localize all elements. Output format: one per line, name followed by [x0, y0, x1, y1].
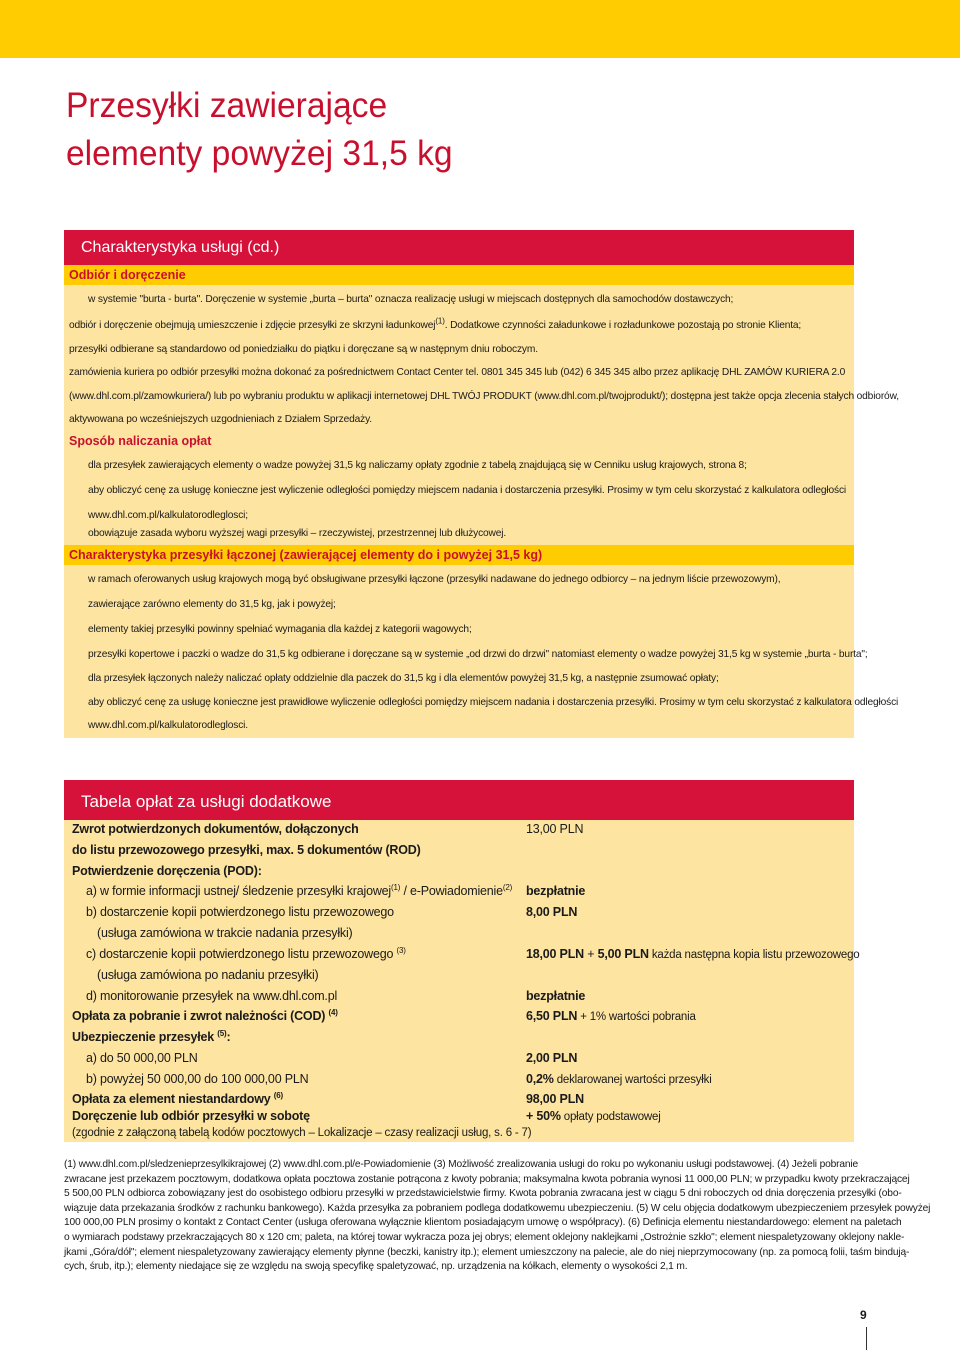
footnote-line: o wymiarach podstawy przekraczających 80 x 120 cm; paleta, na której towar wykracza poza jej obrys; element oklejony naklejkami „Ostrożnie szkło"; element niespaletyzowany oklejony nakle- [64, 1231, 905, 1243]
combined-line-7: www.dhl.com.pl/kalkulatorodleglosci. [88, 720, 248, 731]
footnote-line: jkami „Góra/dół"; element niespaletyzowany zawierający elementy płynne (beczki, kanistry itp.); element umieszczony na palecie, ale do niej nieprzymocowany (np. za pomocą folii, taśm bindują- [64, 1246, 910, 1258]
section-header: Charakterystyka usługi (cd.) [64, 230, 854, 265]
combined-line-1: w ramach oferowanych usług krajowych mogą być obsługiwane przesyłki łączone (przesyłki nadawane do jednego odbiorcy – na jednym liście przewozowym), [88, 574, 781, 585]
fee-row-label: Doręczenie lub odbiór przesyłki w sobotę [72, 1109, 310, 1123]
fee-row-label: do listu przewozowego przesyłki, max. 5 dokumentów (ROD) [72, 843, 421, 857]
footnote-line: zwracane jest przekazem pocztowym, dodatkowa opłata pocztowa zostanie potrącona z kwoty pobrania; maksymalna kwota pobrania wynosi 11 000,00 PLN; w przypadku kwoty przekraczającej [64, 1173, 910, 1185]
fee-row-value: 6,50 PLN + 1% wartości pobrania [526, 1009, 696, 1023]
page-number-rule [866, 1327, 867, 1350]
fee-row-label: Potwierdzenie doręczenia (POD): [72, 864, 262, 878]
additional-services-fee-table [64, 780, 860, 1142]
fee-row-value: 2,00 PLN [526, 1051, 578, 1065]
fee-row-label: d) monitorowanie przesyłek na www.dhl.com.pl [86, 989, 338, 1003]
pricing-line-2: aby obliczyć cenę za usługę konieczne jest wyliczenie odległości pomiędzy miejscem nadania i dostarczenia przesyłki. Prosimy w tym celu skorzystać z kalkulatora odległości [88, 485, 846, 496]
fee-row-label: b) dostarczenie kopii potwierdzonego listu przewozowego [86, 905, 394, 919]
fee-row-label: b) powyżej 50 000,00 do 100 000,00 PLN [86, 1072, 309, 1086]
fee-row-value: 18,00 PLN + 5,00 PLN każda następna kopia listu przewozowego [526, 947, 860, 961]
pricing-line-1: dla przesyłek zawierających elementy o wadze powyżej 31,5 kg naliczamy opłaty zgodnie z tabelą znajdującą się w Cenniku usług krajowych, strona 8; [88, 460, 747, 471]
fee-row-value: 8,00 PLN [526, 905, 578, 919]
fee-row-label: (usługa zamówiona po nadaniu przesyłki) [97, 968, 319, 982]
page-title [66, 82, 738, 178]
combined-line-2: zawierające zarówno elementy do 31,5 kg, jak i powyżej; [88, 599, 336, 610]
section-header: Tabela opłat za usługi dodatkowe [64, 780, 854, 820]
fee-row-value: 13,00 PLN [526, 822, 584, 836]
footnote-line: 5 500,00 PLN odbiorca zobowiązany jest do osobistego odbioru przesyłki w przedstawicielstwie firmy. Kwota pobrania zwracana jest w ciągu 5 dni roboczych od dnia doręczenia przesyłki (obo- [64, 1188, 902, 1200]
pickup-line-6: aktywowana po wcześniejszych uzgodnieniach z Działem Sprzedaży. [69, 414, 372, 425]
pickup-line-3: przesyłki odbierane są standardowo od poniedziałku do piątku i doręczane są w następnym dniu roboczym. [69, 344, 538, 355]
fee-row-label: (usługa zamówiona w trakcie nadania przesyłki) [97, 926, 353, 940]
fee-row-label: Opłata za pobranie i zwrot należności (COD) $^{(4)}$ [72, 1007, 338, 1023]
page-title-line-1: Przesyłki zawierające [66, 86, 388, 125]
subheader-combined: Charakterystyka przesyłki łączonej (zawierającej elementy do i powyżej 31,5 kg) [64, 545, 854, 565]
fee-row-value: bezpłatnie [526, 884, 586, 898]
fee-row-label: Ubezpieczenie przesyłek $^{(5)}$: [72, 1028, 231, 1044]
service-characteristics-panel [64, 230, 899, 738]
pickup-line-2: odbiór i doręczenie obejmują umieszczenie i zdjęcie przesyłki ze skrzyni ładunkowej$^{(1)}$. Dodatkowe czynności załadunkowe i rozładunkowe pozostają po stronie Klienta; [69, 316, 802, 331]
fee-row-value: + 50% opłaty podstawowej [526, 1109, 661, 1123]
fee-row-value: 98,00 PLN [526, 1092, 584, 1106]
page-number: 9 [860, 1308, 867, 1322]
page-title-line-2: elementy powyżej 31,5 kg [66, 134, 453, 173]
footnote-line: wiązuje data przekazania środków z rachunku bankowego). Każda przesyłka za pobraniem podlega dodatkowemu ubezpieczeniu. (5) W celu objęcia dodatkowym ubezpieczeniem przesyłek powyżej [64, 1202, 931, 1214]
fee-row-value: 0,2% deklarowanej wartości przesyłki [526, 1072, 712, 1086]
fee-row-label: a) do 50 000,00 PLN [86, 1051, 198, 1065]
pickup-line-1: w systemie "burta - burta". Doręczenie w systemie „burta – burta" oznacza realizację usługi w miejscach dostępnych dla samochodów dostawczych; [88, 294, 734, 305]
footnote-line: 100 000,00 PLN prosimy o kontakt z Contact Center (usługa oferowana wyłącznie klientom posiadającym umowę o współpracy). (6) Definicja elementu niestandardowego: element na paletach [64, 1217, 902, 1229]
fee-row-label: a) w formie informacji ustnej/ śledzenie przesyłki krajowej$^{(1)}$ / e-Powiadomienie$^{(2)}$ [86, 882, 513, 898]
footnote-line: cych, śrub, itp.); elementy niedające się ze względu na swoją specyfikę spaletyzować, np. urządzenia na kółkach, elementy o wysokości 2,1 m. [64, 1261, 688, 1273]
top-yellow-band [0, 0, 960, 58]
pickup-line-4: zamówienia kuriera po odbiór przesyłki można dokonać za pośrednictwem Contact Center tel. 0801 345 345 lub (042) 6 345 345 albo przez aplikację DHL ZAMÓW KURIERA 2.0 [69, 367, 846, 378]
pickup-line-5: (www.dhl.com.pl/zamowkuriera/) lub po wybraniu produktu w aplikacji internetowej DHL TWÓJ PRODUKT (www.dhl.com.pl/twojprodukt/); dostępna jest także opcja zlecenia stałych odbiorów, [69, 391, 899, 402]
combined-line-4: przesyłki kopertowe i paczki o wadze do 31,5 kg odbierane i doręczane są w systemie „od drzwi do drzwi" natomiast elementy o wadze powyżej 31,5 kg w systemie „burta - burta"; [88, 649, 868, 660]
combined-line-5: dla przesyłek łączonych należy naliczać opłaty oddzielnie dla paczek do 31,5 kg i dla elementów powyżej 31,5 kg, a następnie zsumować opłaty; [88, 673, 719, 684]
fee-row-label: (zgodnie z załączoną tabelą kodów pocztowych – Lokalizacje – czasy realizacji usług, s. 6 - 7) [72, 1127, 532, 1139]
subheader-pricing: Sposób naliczania opłat [69, 434, 212, 448]
footnote-line: (1) www.dhl.com.pl/sledzenieprzesylkikrajowej (2) www.dhl.com.pl/e-Powiadomienie (3) Możliwość zrealizowania usługi do roku po wykonaniu usługi podstawowej. (4) Jeżeli pobranie [64, 1159, 859, 1170]
combined-line-3: elementy takiej przesyłki powinny spełniać wymagania dla każdej z kategorii wagowych; [88, 624, 472, 635]
subheader-pickup: Odbiór i doręczenie [64, 265, 854, 285]
footnotes [64, 1158, 931, 1275]
fee-row-label: c) dostarczenie kopii potwierdzonego listu przewozowego $^{(3)}$ [86, 945, 406, 961]
fee-row-label: Opłata za element niestandardowy $^{(6)}$ [72, 1090, 283, 1106]
fee-row-label: Zwrot potwierdzonych dokumentów, dołączonych [72, 822, 359, 836]
pricing-line-3: www.dhl.com.pl/kalkulatorodleglosci; [88, 510, 248, 521]
combined-line-6: aby obliczyć cenę za usługę konieczne jest prawidłowe wyliczenie odległości pomiędzy miejscem nadania i dostarczenia przesyłki. Prosimy w tym celu skorzystać z kalkulatora odległości [88, 697, 899, 708]
pricing-line-4: obowiązuje zasada wyboru wyższej wagi przesyłki – rzeczywistej, przestrzennej lub dłużycowej. [88, 528, 507, 539]
fee-row-value: bezpłatnie [526, 989, 586, 1003]
